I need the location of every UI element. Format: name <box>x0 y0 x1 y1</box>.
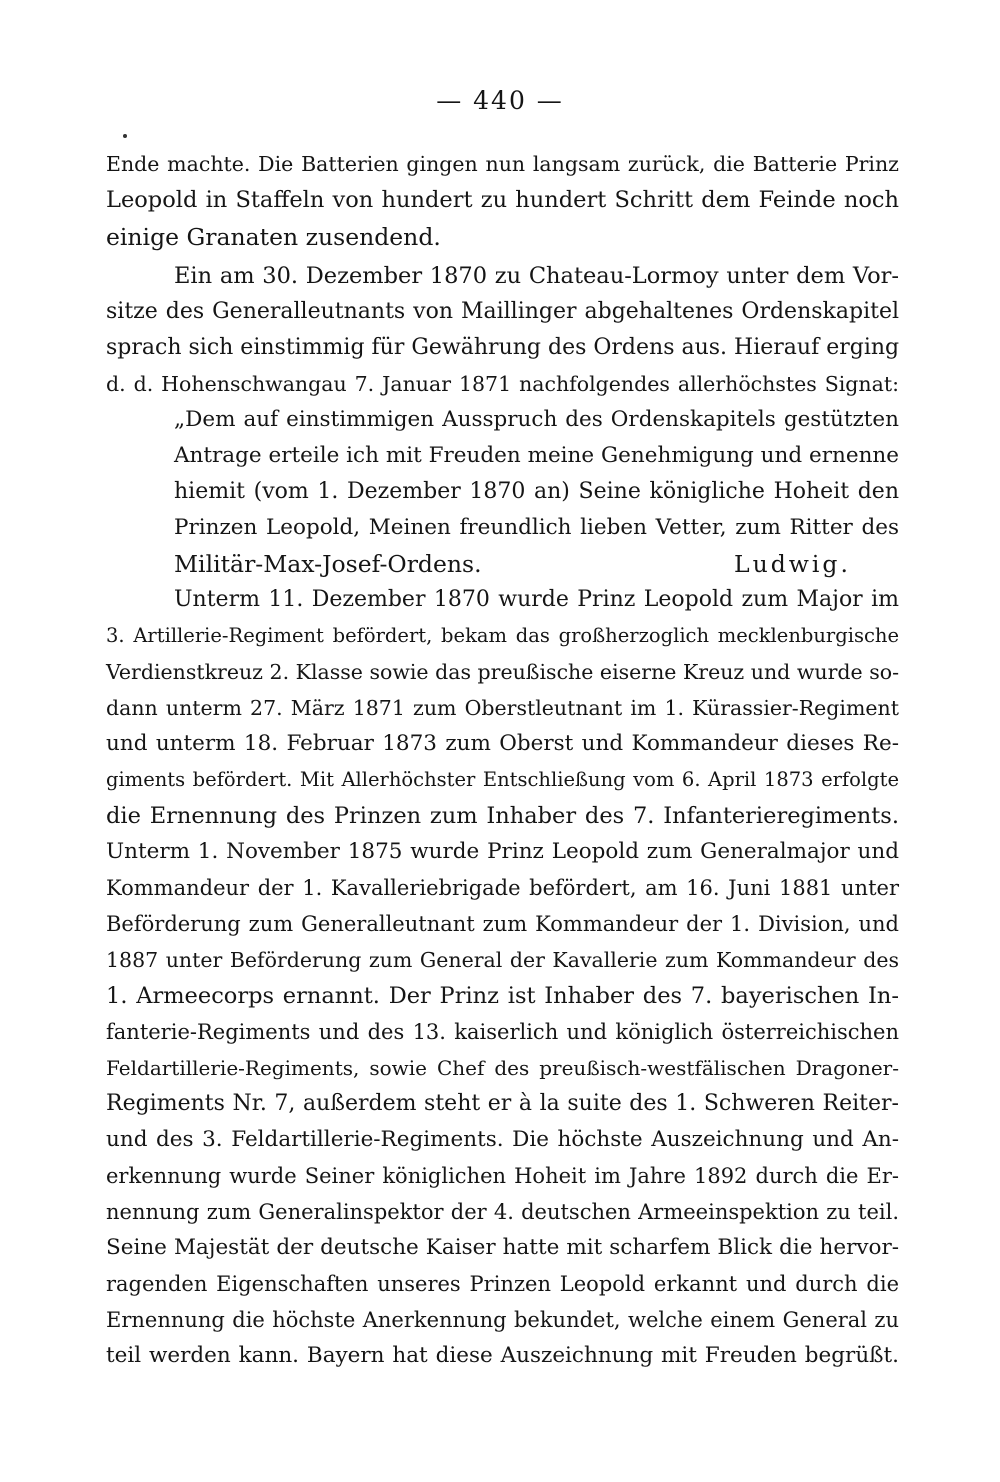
signature: Ludwig. <box>734 550 851 578</box>
text-line: Unterm 11. Dezember 1870 wurde Prinz Leopold zum Major im <box>174 587 899 612</box>
text-line: sitze des Generalleutnants von Maillinger abgehaltenes Ordenskapitel <box>106 299 899 324</box>
page-number: — 440 — <box>436 86 564 115</box>
text-line: Ernennung die höchste Anerkennung bekundet, welche einem General zu <box>106 1308 899 1332</box>
text-line: einige Granaten zusendend. <box>106 223 441 251</box>
text-line: Beförderung zum Generalleutnant zum Kommandeur der 1. Division, und <box>106 912 899 936</box>
text-line: 1. Armeecorps ernannt. Der Prinz ist Inhaber des 7. bayerischen In- <box>106 983 899 1009</box>
quote-line <box>174 546 899 582</box>
text-line: 3. Artillerie-Regiment befördert, bekam das großherzoglich mecklenburgische <box>106 624 899 647</box>
text-line: Feldartillerie-Regiments, sowie Chef des preußisch-westfälischen Dragoner- <box>106 1056 899 1080</box>
text-line: nennung zum Generalinspektor der 4. deutschen Armeeinspektion zu teil. <box>106 1200 899 1224</box>
text-line: Regiments Nr. 7, außerdem steht er à la suite des 1. Schweren Reiter- <box>106 1091 899 1116</box>
text-line: Kommandeur der 1. Kavalleriebrigade befördert, am 16. Juni 1881 unter <box>106 876 899 900</box>
quote-end: Militär-Max-Josef-Ordens. <box>174 550 482 578</box>
text-line: und des 3. Feldartillerie-Regiments. Die höchste Auszeichnung und An- <box>106 1127 899 1152</box>
quote-line: Antrage erteile ich mit Freuden meine Genehmigung und ernenne <box>174 443 899 468</box>
text-line: erkennung wurde Seiner königlichen Hoheit im Jahre 1892 durch die Er- <box>106 1164 899 1188</box>
ink-speck <box>123 134 127 138</box>
text-line: Unterm 1. November 1875 wurde Prinz Leopold zum Generalmajor und <box>106 839 899 864</box>
text-line: Verdienstkreuz 2. Klasse sowie das preußische eiserne Kreuz und wurde so- <box>106 660 899 684</box>
text-line: ragenden Eigenschaften unseres Prinzen Leopold erkannt und durch die <box>106 1272 899 1296</box>
text-line: giments befördert. Mit Allerhöchster Entschließung vom 6. April 1873 erfolgte <box>106 768 899 791</box>
text-line: Ende machte. Die Batterien gingen nun langsam zurück, die Batterie Prinz <box>106 152 899 176</box>
text-line: und unterm 18. Februar 1873 zum Oberst und Kommandeur dieses Re- <box>106 731 899 756</box>
text-line: fanterie-Regiments und des 13. kaiserlich und königlich österreichischen <box>106 1020 899 1044</box>
text-line: dann unterm 27. März 1871 zum Oberstleutnant im 1. Kürassier-Regiment <box>106 696 899 720</box>
quote-line: Prinzen Leopold, Meinen freundlich lieben Vetter, zum Ritter des <box>174 515 899 540</box>
text-line: 1887 unter Beförderung zum General der Kavallerie zum Kommandeur des <box>106 948 899 972</box>
text-line: d. d. Hohenschwangau 7. Januar 1871 nachfolgendes allerhöchstes Signat: <box>106 372 899 396</box>
text-line: teil werden kann. Bayern hat diese Auszeichnung mit Freuden begrüßt. <box>106 1343 899 1368</box>
text-line: sprach sich einstimmig für Gewährung des Ordens aus. Hierauf erging <box>106 335 900 360</box>
text-line: Leopold in Staffeln von hundert zu hundert Schritt dem Feinde noch <box>106 187 899 213</box>
text-line: Ein am 30. Dezember 1870 zu Chateau-Lormoy unter dem Vor- <box>174 263 899 289</box>
text-line: Seine Majestät der deutsche Kaiser hatte mit scharfem Blick die hervor- <box>106 1235 899 1260</box>
quote-line: hiemit (vom 1. Dezember 1870 an) Seine königliche Hoheit den <box>174 479 899 504</box>
text-line: die Ernennung des Prinzen zum Inhaber des 7. Infanterieregiments. <box>106 803 899 829</box>
quote-line: „Dem auf einstimmigen Ausspruch des Ordenskapitels gestützten <box>174 407 899 432</box>
